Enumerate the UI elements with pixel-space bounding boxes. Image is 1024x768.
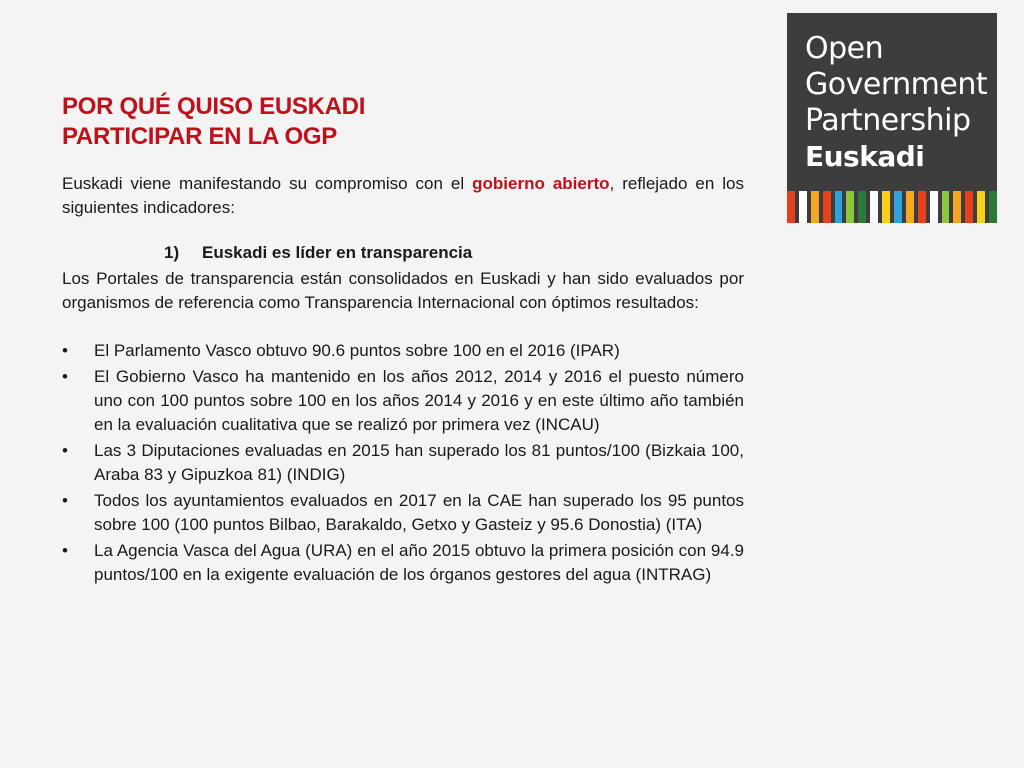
logo-stripe xyxy=(977,191,985,223)
intro-paragraph xyxy=(62,172,744,220)
logo-line-government: Government xyxy=(805,67,988,102)
bullet-icon: • xyxy=(62,367,68,386)
list-item xyxy=(62,339,744,363)
body-paragraph: Los Portales de transparencia están consolidados en Euskadi y han sido evaluados por organismos de referencia como Transparencia Internacional con óptimos resultados: xyxy=(62,269,744,312)
logo-line-partnership: Partnership xyxy=(805,103,971,138)
logo-stripe xyxy=(942,191,950,223)
logo-stripe xyxy=(858,191,866,223)
bullet-icon: • xyxy=(62,441,68,460)
logo-stripe xyxy=(953,191,961,223)
logo-text xyxy=(805,31,987,175)
logo-stripe xyxy=(930,191,938,223)
logo-stripe xyxy=(965,191,973,223)
list-item xyxy=(62,539,744,587)
logo-stripe xyxy=(823,191,831,223)
logo-stripe xyxy=(846,191,854,223)
logo-stripe xyxy=(811,191,819,223)
logo-line-open: Open xyxy=(805,31,884,66)
ogp-euskadi-logo xyxy=(787,13,997,223)
logo-stripe xyxy=(918,191,926,223)
logo-line-euskadi: Euskadi xyxy=(805,140,925,173)
section-number: 1) xyxy=(164,243,180,262)
logo-stripe xyxy=(894,191,902,223)
list-item xyxy=(62,489,744,537)
list-item-text: Las 3 Diputaciones evaluadas en 2015 han superado los 81 puntos/100 (Bizkaia 100, Araba 83 y Gipuzkoa 81) (INDIG) xyxy=(94,441,744,484)
bullet-icon: • xyxy=(62,541,68,560)
list-item-text: El Parlamento Vasco obtuvo 90.6 puntos sobre 100 en el 2016 (IPAR) xyxy=(94,341,620,360)
page-title xyxy=(62,92,365,152)
intro-highlight: gobierno abierto xyxy=(472,174,610,193)
list-item-text: La Agencia Vasca del Agua (URA) en el año 2015 obtuvo la primera posición con 94.9 puntos/100 en la exigente evaluación de los órganos gestores del agua (INTRAG) xyxy=(94,541,744,584)
logo-stripe xyxy=(882,191,890,223)
bullet-icon: • xyxy=(62,341,68,360)
list-item xyxy=(62,439,744,487)
bullet-list xyxy=(62,339,744,587)
slide-content xyxy=(62,172,744,589)
logo-stripe xyxy=(989,191,997,223)
logo-stripe xyxy=(787,191,795,223)
bullet-icon: • xyxy=(62,491,68,510)
section-heading xyxy=(62,241,744,265)
logo-color-stripes xyxy=(787,191,997,223)
list-item-text: El Gobierno Vasco ha mantenido en los años 2012, 2014 y 2016 el puesto número uno con 100 puntos sobre 100 en los años 2014 y 2016 y en este último año también en la evaluación cualitativa que se realizó por primera vez (INCAU) xyxy=(94,367,744,434)
page-title-line-2: PARTICIPAR EN LA OGP xyxy=(62,123,337,150)
logo-stripe xyxy=(906,191,914,223)
intro-text-before: Euskadi viene manifestando su compromiso con el xyxy=(62,174,473,193)
intro-text-after: , reflejado en los siguientes indicadores: xyxy=(62,174,744,217)
list-item-text: Todos los ayuntamientos evaluados en 2017 en la CAE han superado los 95 puntos sobre 100 (100 puntos Bilbao, Barakaldo, Getxo y Gasteiz y 95.6 Donostia) (ITA) xyxy=(94,491,744,534)
list-item xyxy=(62,365,744,437)
logo-stripe xyxy=(870,191,878,223)
logo-stripe xyxy=(835,191,843,223)
section-title: Euskadi es líder en transparencia xyxy=(202,243,473,262)
logo-stripe xyxy=(799,191,807,223)
page-title-line-1: POR QUÉ QUISO EUSKADI xyxy=(62,93,366,120)
